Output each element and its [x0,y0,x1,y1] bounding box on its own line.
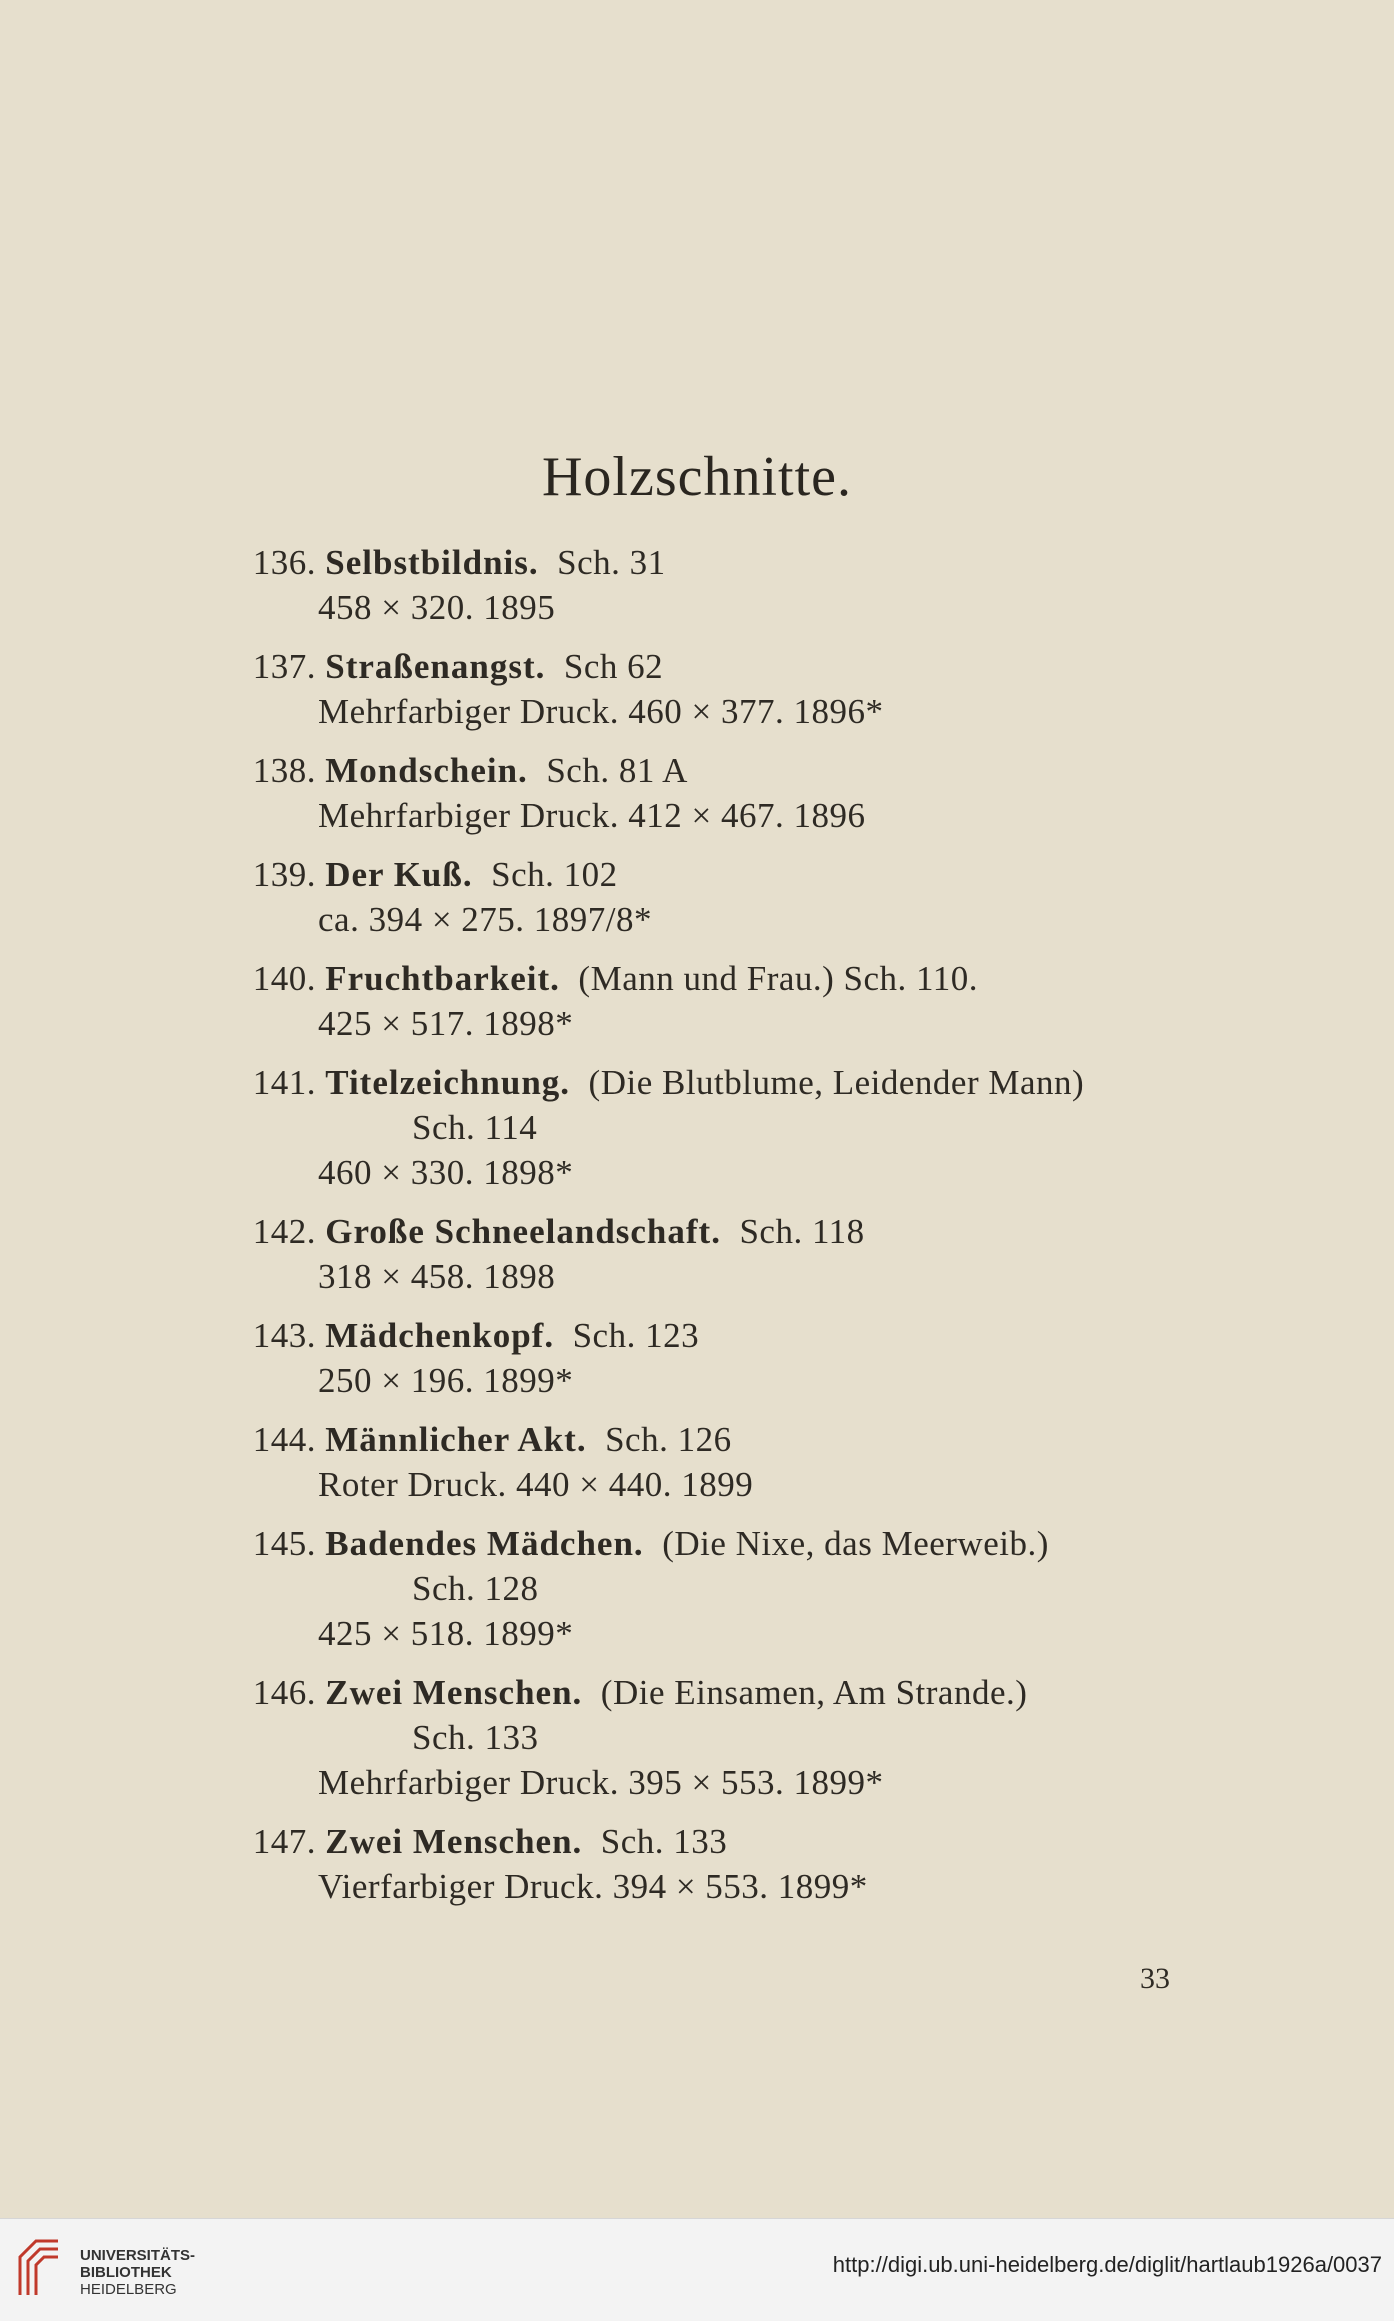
entry-reference: Sch 62 [563,647,664,686]
entry-title: Mondschein. [325,751,528,790]
entry-reference: (Mann und Frau.) Sch. 110. [578,959,978,998]
entry-details: ca. 394 × 275. 1897/8* [318,900,653,939]
catalog-entry [232,1060,1232,1195]
catalog-entry [232,540,1232,630]
entry-number: 141. [252,1063,316,1102]
entry-title: Selbstbildnis. [325,543,539,582]
entry-continuation: Sch. 128 [412,1569,539,1608]
entry-number: 138. [252,751,316,790]
entry-continuation: Sch. 114 [412,1108,538,1147]
entry-first-line [232,1313,1232,1358]
entry-title: Zwei Menschen. [325,1822,583,1861]
entry-first-line [232,540,1232,585]
entry-reference: Sch. 126 [605,1420,732,1459]
entry-first-line [232,1417,1232,1462]
entry-first-line [232,644,1232,689]
entry-details: 460 × 330. 1898* [318,1153,574,1192]
institution-name [80,2247,195,2298]
catalog-entry [232,1521,1232,1656]
source-url[interactable]: http://digi.ub.uni-heidelberg.de/diglit/hartlaub1926a/0037 [832,2252,1382,2277]
entry-reference: (Die Einsamen, Am Strande.) [600,1673,1028,1712]
entry-number: 139. [252,855,316,894]
entry-title: Titelzeichnung. [325,1063,571,1102]
entry-number: 147. [252,1822,316,1861]
entry-title: Große Schneelandschaft. [325,1212,721,1251]
entry-reference: Sch. 118 [739,1212,865,1251]
entry-first-line [232,1819,1232,1864]
entry-details: Mehrfarbiger Druck. 460 × 377. 1896* [318,692,884,731]
entry-number: 142. [252,1212,316,1251]
library-footer [0,2218,1394,2321]
catalog-entry [232,748,1232,838]
entry-reference: Sch. 133 [600,1822,728,1861]
entry-details: 250 × 196. 1899* [318,1361,574,1400]
entry-first-line [232,1060,1232,1105]
entry-first-line [232,1209,1232,1254]
catalog-entry [232,1209,1232,1299]
library-logo-icon [14,2235,64,2299]
entry-title: Badendes Mädchen. [325,1524,644,1563]
catalog-entry [232,1819,1232,1909]
entry-details: 425 × 518. 1899* [318,1614,574,1653]
entry-number: 144. [252,1420,316,1459]
catalog-entry [232,644,1232,734]
entry-number: 146. [252,1673,316,1712]
entry-details: 425 × 517. 1898* [318,1004,574,1043]
catalog-entry [232,1670,1232,1805]
entry-number: 140. [252,959,316,998]
entry-details: Vierfarbiger Druck. 394 × 553. 1899* [318,1867,868,1906]
entry-reference: Sch. 81 A [546,751,688,790]
catalog-entry [232,1417,1232,1507]
entry-reference: Sch. 31 [557,543,666,582]
entry-number: 145. [252,1524,316,1563]
catalog-entry [232,852,1232,942]
entry-number: 143. [252,1316,316,1355]
entry-reference: (Die Nixe, das Meerweib.) [662,1524,1049,1563]
entry-reference: (Die Blutblume, Leidender Mann) [588,1063,1085,1102]
institution-line: BIBLIOTHEK [80,2264,172,2281]
entry-details: 318 × 458. 1898 [318,1257,556,1296]
entry-first-line [232,956,1232,1001]
entry-reference: Sch. 102 [491,855,618,894]
entry-title: Mädchenkopf. [325,1316,555,1355]
entry-title: Zwei Menschen. [325,1673,583,1712]
page-heading: Holzschnitte. [541,446,853,508]
entry-details: Mehrfarbiger Druck. 412 × 467. 1896 [318,796,866,835]
entry-title: Der Kuß. [325,855,473,894]
catalog-entry [232,1313,1232,1403]
entry-details: Mehrfarbiger Druck. 395 × 553. 1899* [318,1763,884,1802]
entry-first-line [232,852,1232,897]
entry-title: Männlicher Akt. [325,1420,587,1459]
page-number: 33 [1140,1962,1170,1995]
entry-first-line [232,748,1232,793]
entry-number: 137. [252,647,316,686]
entry-first-line [232,1521,1232,1566]
entry-title: Straßenangst. [325,647,546,686]
entry-continuation: Sch. 133 [412,1718,539,1757]
entry-first-line [232,1670,1232,1715]
institution-line: HEIDELBERG [80,2281,177,2298]
entry-details: Roter Druck. 440 × 440. 1899 [318,1465,754,1504]
entry-title: Fruchtbarkeit. [325,959,560,998]
catalog-entry [232,956,1232,1046]
entry-details: 458 × 320. 1895 [318,588,556,627]
institution-line: UNIVERSITÄTS- [80,2247,196,2264]
entry-reference: Sch. 123 [572,1316,700,1355]
catalog-entries [232,540,1232,1923]
entry-number: 136. [252,543,316,582]
